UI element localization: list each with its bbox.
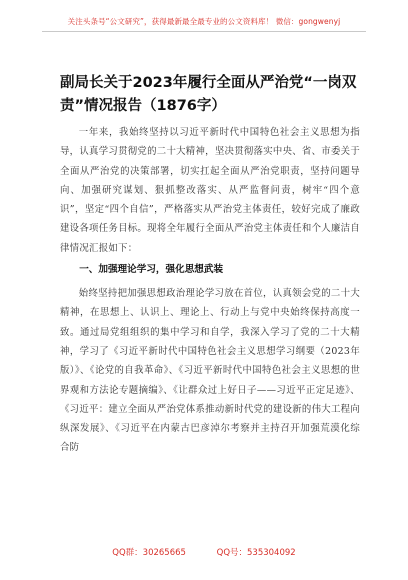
footer-qq-number: QQ号：535304092 bbox=[216, 548, 296, 558]
intro-paragraph: 一年来，我始终坚持以习近平新时代中国特色社会主义思想为指导，认真学习贯彻党的二十大精神，坚决贯彻落实中央、省、市委关于全面从严治党的决策部署，切实扛起全面从严治党职责，坚持问题导向、加强研究谋划、狠抓整改落实、从严监督问责，树牢“四个意识”，坚定“四个自信”，严格落实从严治党主体责任，较好完成了廉政建设各项任务目标。现将全年履行全面从严治党主体责任和个人廉洁自律情况汇报如下： bbox=[60, 127, 360, 254]
document-body bbox=[60, 123, 360, 458]
section-1-paragraph: 始终坚持把加强思想政治理论学习放在首位，认真领会党的二十大精神，在思想上、认识上、理论上、行动上与党中央始终保持高度一致。通过局党组组织的集中学习和自学，我深入学习了党的二十大精神，学习了《习近平新时代中国特色社会主义思想学习纲要（2023年版）》、《论党的自我革命》、《习近平新时代中国特色社会主义思想的世界观和方法论专题摘编》、《让群众过上好日子——习近平正定足迹》、《习近平：建立全面从严治党体系推动新时代党的建设新的伟大工程向纵深发展》、《习近平在内蒙古巴彦淖尔考察并主持召开加强荒漠化综合防 bbox=[60, 288, 360, 454]
section-heading-1: 一、加强理论学习，强化思想武装 bbox=[79, 264, 224, 276]
header-promo-note: 关注头条号“公文研究”，获得最新最全最专业的公文资料库！ 微信：gongwenyj bbox=[67, 17, 341, 26]
header-divider bbox=[42, 31, 366, 32]
footer-contact bbox=[0, 546, 408, 558]
document-title: 副局长关于2023年履行全面从严治党“一岗双责”情况报告（1876字） bbox=[60, 75, 357, 114]
footer-qq-group: QQ群：30265665 bbox=[112, 548, 186, 558]
